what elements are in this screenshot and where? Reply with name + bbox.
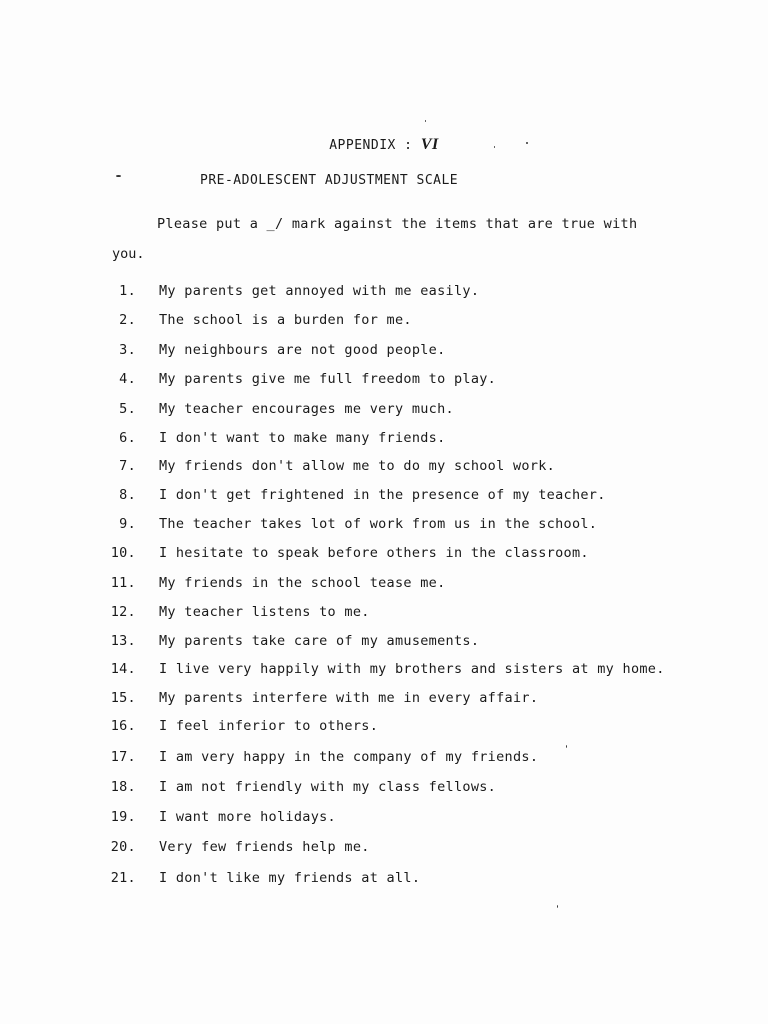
scale-title: PRE-ADOLESCENT ADJUSTMENT SCALE <box>200 173 459 188</box>
instruction-line-1: Please put a _/ mark against the items that are true with <box>157 216 638 232</box>
item-text: I live very happily with my brothers and sisters at my home. <box>159 661 665 677</box>
item-number: 13. <box>110 633 136 649</box>
item-number: 4. <box>119 371 136 387</box>
item-number: 10. <box>110 545 136 561</box>
item-text: My parents get annoyed with me easily. <box>159 283 480 299</box>
scan-speck <box>557 905 558 908</box>
scan-speck <box>425 120 426 122</box>
scan-speck <box>566 745 567 748</box>
scan-speck <box>116 175 121 177</box>
item-text: My parents give me full freedom to play. <box>159 371 497 387</box>
item-text: I hesitate to speak before others in the classroom. <box>159 545 589 561</box>
item-text: My parents interfere with me in every affair. <box>159 690 539 706</box>
item-text: The school is a burden for me. <box>159 312 412 328</box>
item-text: I feel inferior to others. <box>159 718 379 734</box>
scan-speck <box>526 142 528 144</box>
item-text: My friends don't allow me to do my school work. <box>159 458 556 474</box>
item-number: 17. <box>110 749 136 765</box>
item-number: 1. <box>119 283 136 299</box>
item-text: I don't want to make many friends. <box>159 430 446 446</box>
item-text: Very few friends help me. <box>159 839 370 855</box>
item-text: I don't like my friends at all. <box>159 870 421 886</box>
item-text: The teacher takes lot of work from us in the school. <box>159 516 598 532</box>
item-number: 18. <box>110 779 136 795</box>
item-number: 6. <box>119 430 136 446</box>
item-number: 5. <box>119 401 136 417</box>
item-text: I am very happy in the company of my friends. <box>159 749 539 765</box>
item-number: 12. <box>110 604 136 620</box>
item-number: 20. <box>110 839 136 855</box>
item-text: I want more holidays. <box>159 809 336 825</box>
scan-speck <box>494 146 495 148</box>
item-text: I am not friendly with my class fellows. <box>159 779 497 795</box>
item-number: 9. <box>119 516 136 532</box>
item-number: 2. <box>119 312 136 328</box>
appendix-label: APPENDIX : <box>329 138 413 153</box>
item-number: 3. <box>119 342 136 358</box>
instruction-line-2: you. <box>112 246 145 262</box>
item-number: 8. <box>119 487 136 503</box>
item-text: I don't get frightened in the presence of my teacher. <box>159 487 606 503</box>
item-number: 11. <box>110 575 136 591</box>
item-text: My parents take care of my amusements. <box>159 633 480 649</box>
item-number: 7. <box>119 458 136 474</box>
item-number: 21. <box>110 870 136 886</box>
item-text: My friends in the school tease me. <box>159 575 446 591</box>
item-text: My neighbours are not good people. <box>159 342 446 358</box>
item-number: 19. <box>110 809 136 825</box>
item-text: My teacher listens to me. <box>159 604 370 620</box>
item-number: 14. <box>110 661 136 677</box>
item-number: 15. <box>110 690 136 706</box>
item-text: My teacher encourages me very much. <box>159 401 454 417</box>
item-number: 16. <box>110 718 136 734</box>
appendix-number: VI <box>420 136 439 153</box>
